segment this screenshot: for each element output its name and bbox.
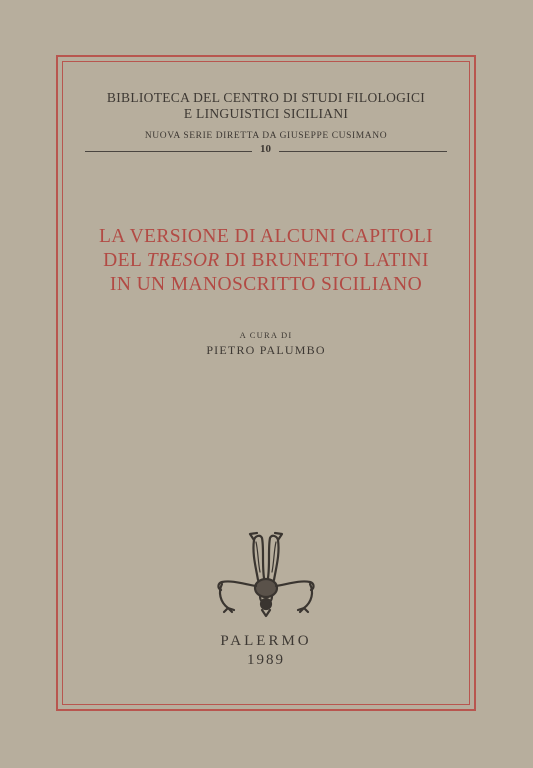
divider-rule-left [85,151,252,152]
acrobat-figure-emblem-icon [212,528,320,620]
divider-rule-right [279,151,447,152]
title-line2 [62,250,470,272]
title-line1: LA VERSIONE DI ALCUNI CAPITOLI [98,226,434,247]
title-line3: IN UN MANOSCRITTO SICILIANO [109,274,423,295]
editor-label: A CURA DI [239,330,293,340]
series-name-line2: E LINGUISTICI SICILIANI [183,106,349,121]
title-line2-italic: TRESOR [146,250,220,271]
volume-number: 10 [260,143,271,155]
series-editor: NUOVA SERIE DIRETTA DA GIUSEPPE CUSIMANO [144,131,388,141]
author-name: PIETRO PALUMBO [206,343,326,357]
title-line2-prefix: DEL [103,250,147,271]
publication-place: PALERMO [220,633,312,649]
publication-year: 1989 [247,652,285,668]
title-line2-suffix: DI BRUNETTO LATINI [219,250,429,271]
series-name-line1: BIBLIOTECA DEL CENTRO DI STUDI FILOLOGICI [106,90,426,105]
